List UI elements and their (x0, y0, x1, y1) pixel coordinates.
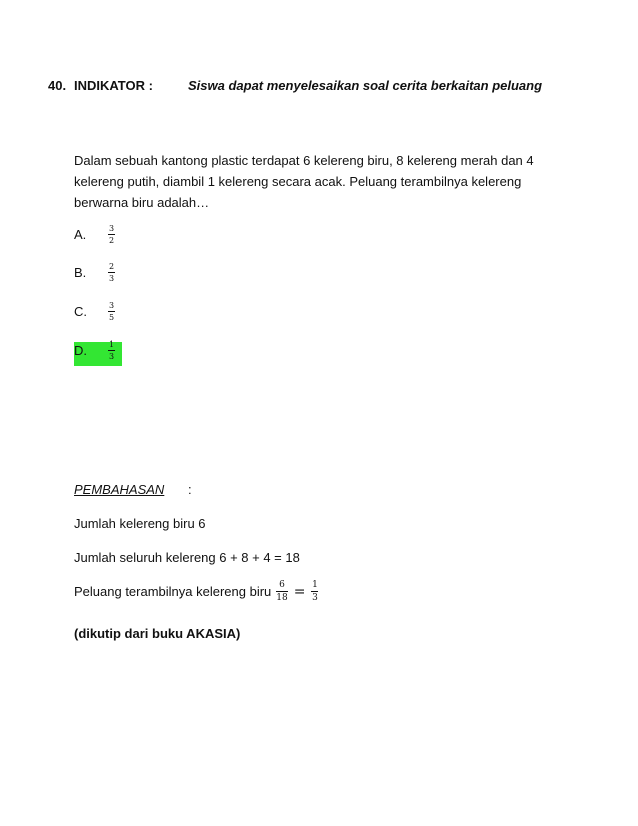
fraction-numerator: 3 (108, 224, 115, 233)
fraction-bar (108, 311, 115, 312)
fraction-numerator: 1 (312, 580, 318, 590)
fraction-6-18 (276, 580, 287, 603)
option-c (74, 301, 115, 322)
fraction-bar (108, 234, 115, 235)
option-fraction (108, 224, 115, 245)
fraction-numerator: 2 (108, 262, 115, 271)
option-letter: B. (74, 265, 87, 280)
explanation-line-3 (74, 580, 318, 603)
fraction-denominator: 3 (312, 593, 318, 603)
fraction-bar (108, 350, 115, 351)
option-letter: A. (74, 227, 87, 242)
equals-sign: = (293, 583, 306, 600)
fraction-bar (108, 272, 115, 273)
fraction-denominator: 2 (108, 236, 115, 245)
fraction-denominator: 5 (108, 313, 115, 322)
option-a (74, 224, 115, 245)
explanation-line-2: Jumlah seluruh kelereng 6 + 8 + 4 = 18 (74, 550, 300, 565)
question-text: Dalam sebuah kantong plastic terdapat 6 kelereng biru, 8 kelereng merah dan 4 kelereng putih, diambil 1 kelereng secara acak. Peluang terambilnya kelereng berwarna biru adalah… (74, 153, 534, 210)
explanation-line-3-text: Peluang terambilnya kelereng biru (74, 584, 272, 599)
fraction-bar (311, 591, 318, 592)
option-d (74, 340, 115, 361)
pembahasan-title: PEMBAHASAN (74, 482, 165, 497)
fraction-denominator: 3 (108, 352, 115, 361)
indicator-label: INDIKATOR : (74, 78, 153, 93)
fraction-1-3 (311, 580, 318, 603)
fraction-numerator: 6 (279, 580, 285, 590)
fraction-numerator: 1 (108, 340, 115, 349)
fraction-numerator: 3 (108, 301, 115, 310)
fraction-denominator: 18 (276, 593, 288, 603)
option-letter: C. (74, 304, 87, 319)
option-fraction (108, 340, 115, 361)
option-fraction (108, 262, 115, 283)
fraction-bar (276, 591, 287, 592)
pembahasan-heading (74, 482, 192, 497)
option-b (74, 262, 115, 283)
fraction-denominator: 3 (108, 274, 115, 283)
question-number: 40. (48, 78, 67, 93)
explanation-line-1: Jumlah kelereng biru 6 (74, 516, 206, 531)
question-text-block (74, 150, 564, 213)
option-fraction (108, 301, 115, 322)
indicator-text: Siswa dapat menyelesaikan soal cerita berkaitan peluang (188, 78, 543, 93)
citation: (dikutip dari buku AKASIA) (74, 626, 241, 641)
pembahasan-colon: : (188, 482, 192, 497)
option-letter: D. (74, 343, 87, 358)
